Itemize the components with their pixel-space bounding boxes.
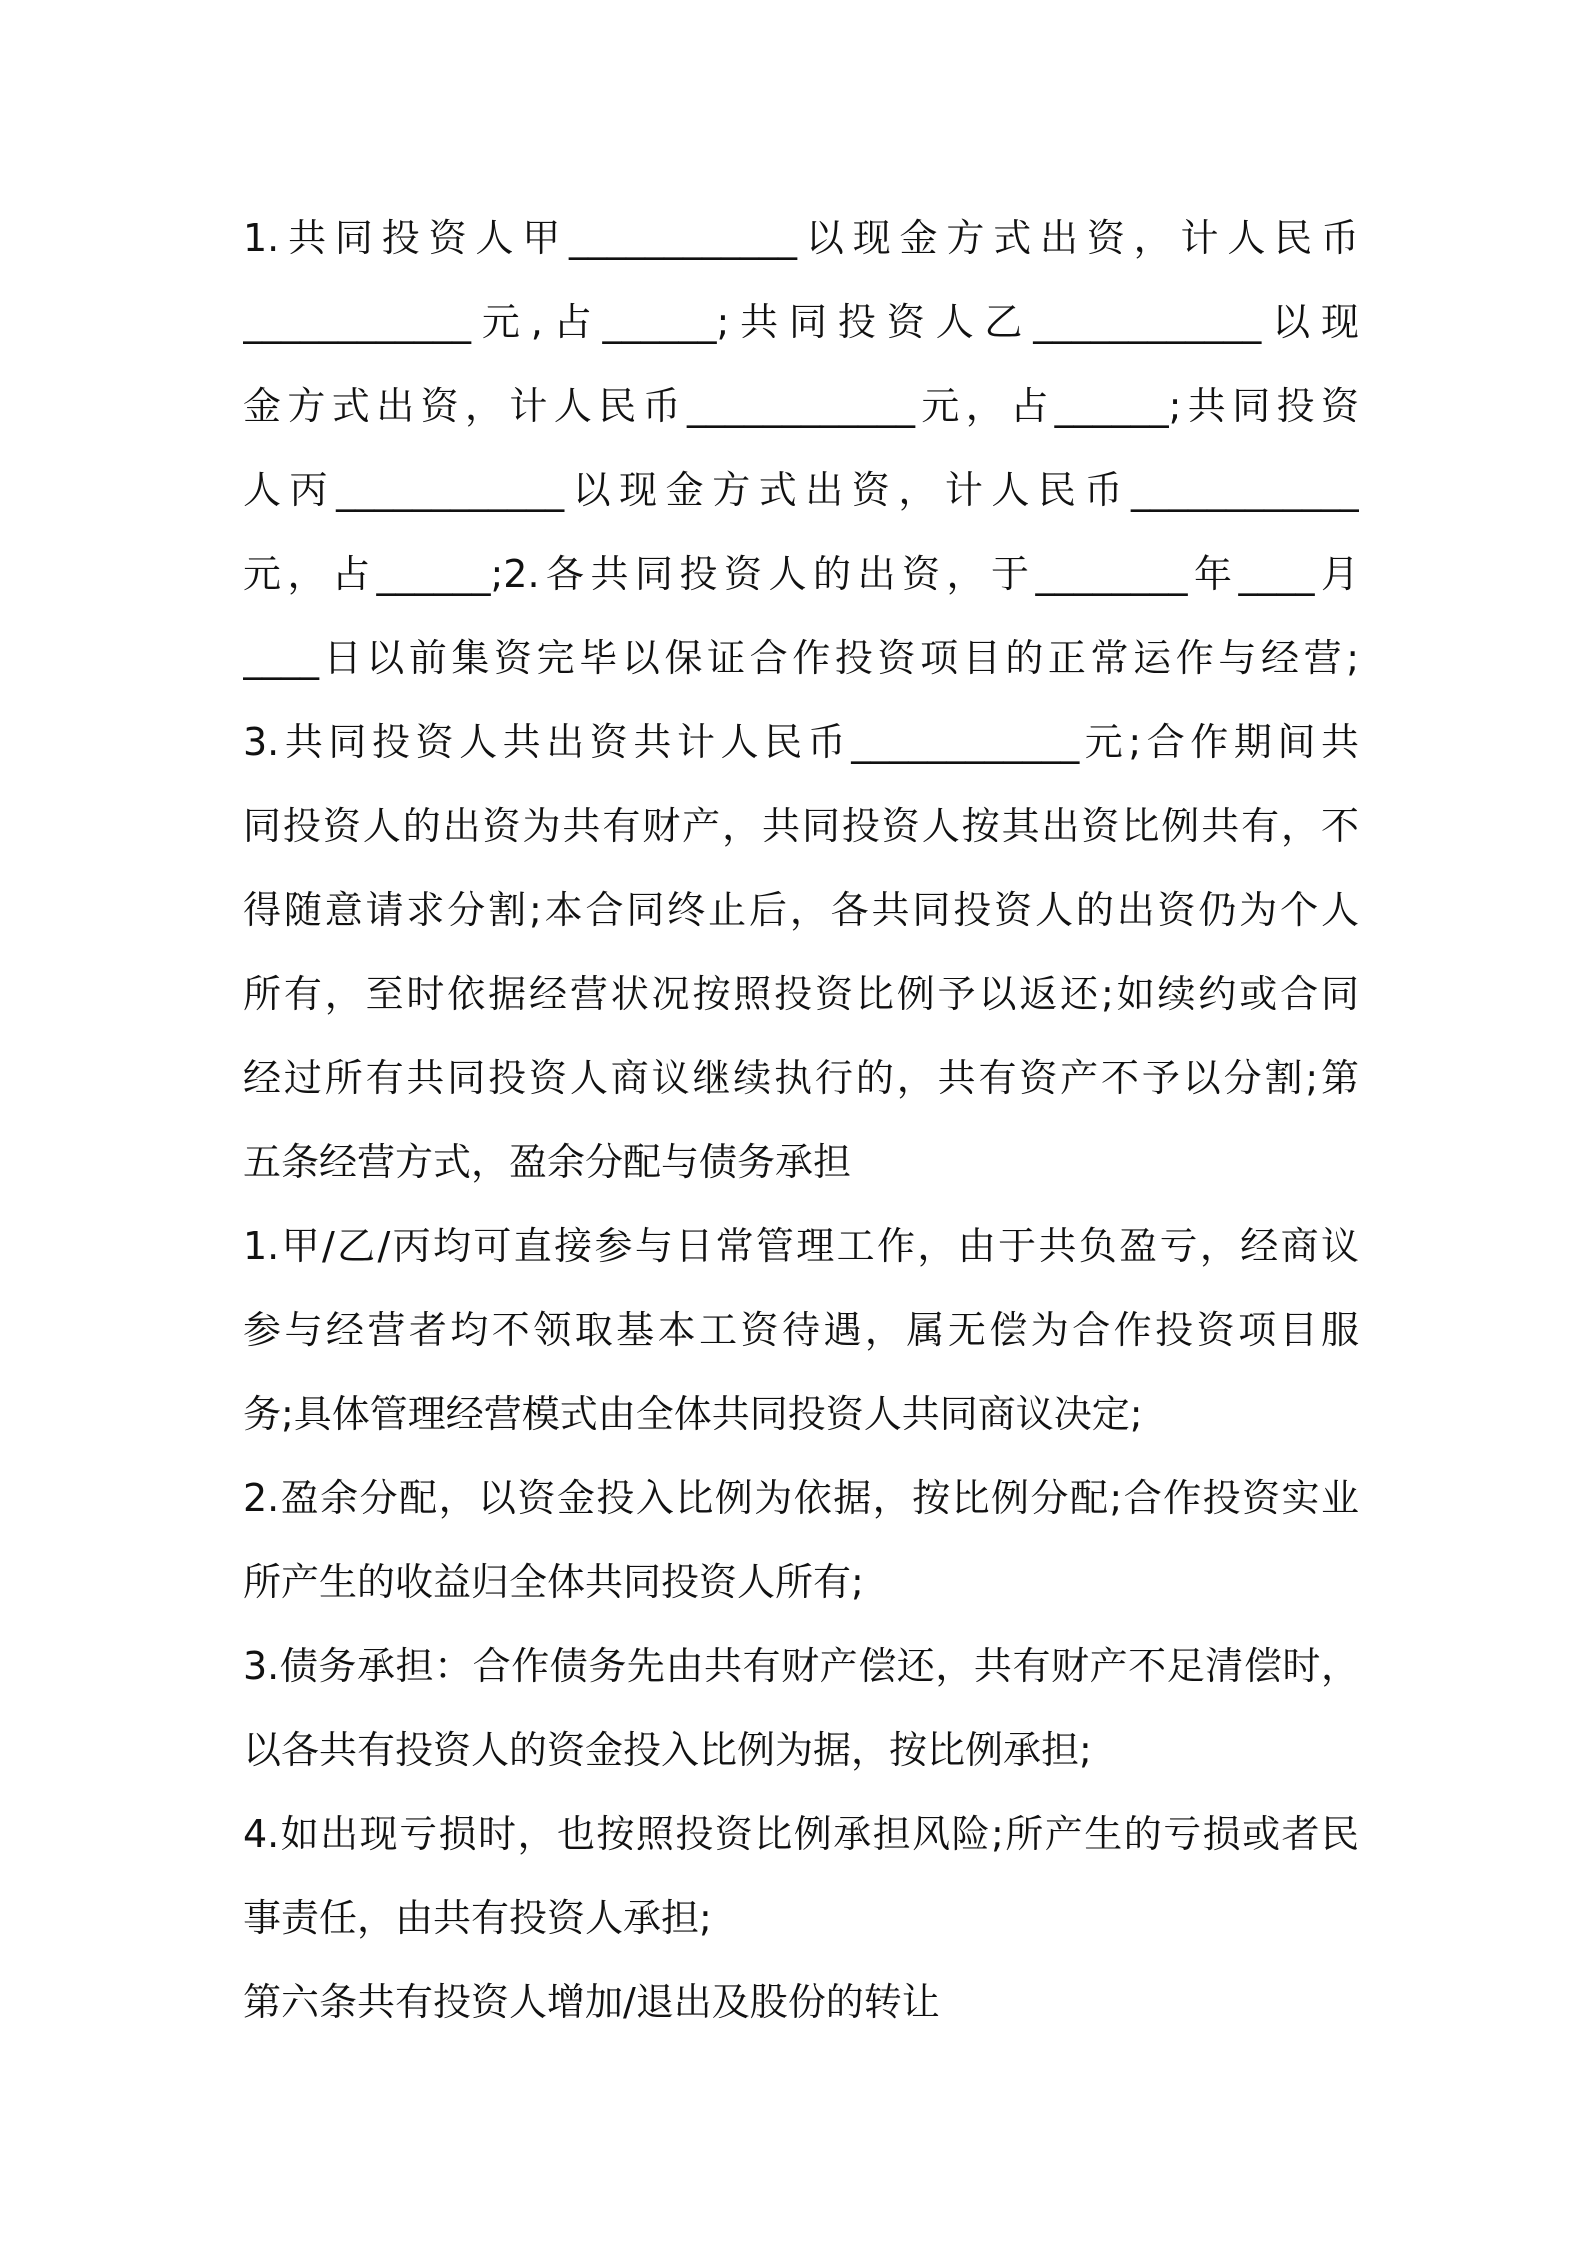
document-body: [243, 196, 1359, 2044]
text-line: 同投资人的出资为共有财产，共同投资人按其出资比例共有，不: [243, 804, 1359, 848]
text-line: 1.共同投资人甲____________以现金方式出资，计人民币: [243, 216, 1359, 260]
text-line: 务;具体管理经营模式由全体共同投资人共同商议决定;: [243, 1392, 1143, 1436]
text-line: ____日以前集资完毕以保证合作投资项目的正常运作与经营;: [243, 636, 1359, 680]
text-line: 3.债务承担：合作债务先由共有财产偿还，共有财产不足清偿时，: [243, 1644, 1359, 1688]
text-line: 以各共有投资人的资金投入比例为据，按比例承担;: [243, 1728, 1092, 1772]
text-line: 1.甲/乙/丙均可直接参与日常管理工作，由于共负盈亏，经商议: [243, 1224, 1359, 1268]
text-line: 3.共同投资人共出资共计人民币____________元;合作期间共: [243, 720, 1359, 764]
text-line: 金方式出资，计人民币____________元，占______;共同投资: [243, 384, 1359, 428]
text-line: 所有，至时依据经营状况按照投资比例予以返还;如续约或合同: [243, 972, 1359, 1016]
text-line: 经过所有共同投资人商议继续执行的，共有资产不予以分割;第: [243, 1056, 1359, 1100]
text-line: 得随意请求分割;本合同终止后，各共同投资人的出资仍为个人: [243, 888, 1359, 932]
section-heading: 五条经营方式，盈余分配与债务承担: [243, 1140, 852, 1184]
text-line: 人丙____________以现金方式出资，计人民币____________: [243, 468, 1359, 512]
text-line: 所产生的收益归全体共同投资人所有;: [243, 1560, 864, 1604]
text-line: 4.如出现亏损时，也按照投资比例承担风险;所产生的亏损或者民: [243, 1812, 1359, 1856]
text-line: 事责任，由共有投资人承担;: [243, 1896, 712, 1940]
text-line: 参与经营者均不领取基本工资待遇，属无偿为合作投资项目服: [243, 1308, 1359, 1352]
section-heading: 第六条共有投资人增加/退出及股份的转让: [243, 1980, 940, 2024]
text-line: 元，占______;2.各共同投资人的出资，于________年____月: [243, 552, 1359, 596]
text-line: 2.盈余分配，以资金投入比例为依据，按比例分配;合作投资实业: [243, 1476, 1359, 1520]
text-line: ____________元,占______;共同投资人乙____________以现: [243, 300, 1359, 344]
